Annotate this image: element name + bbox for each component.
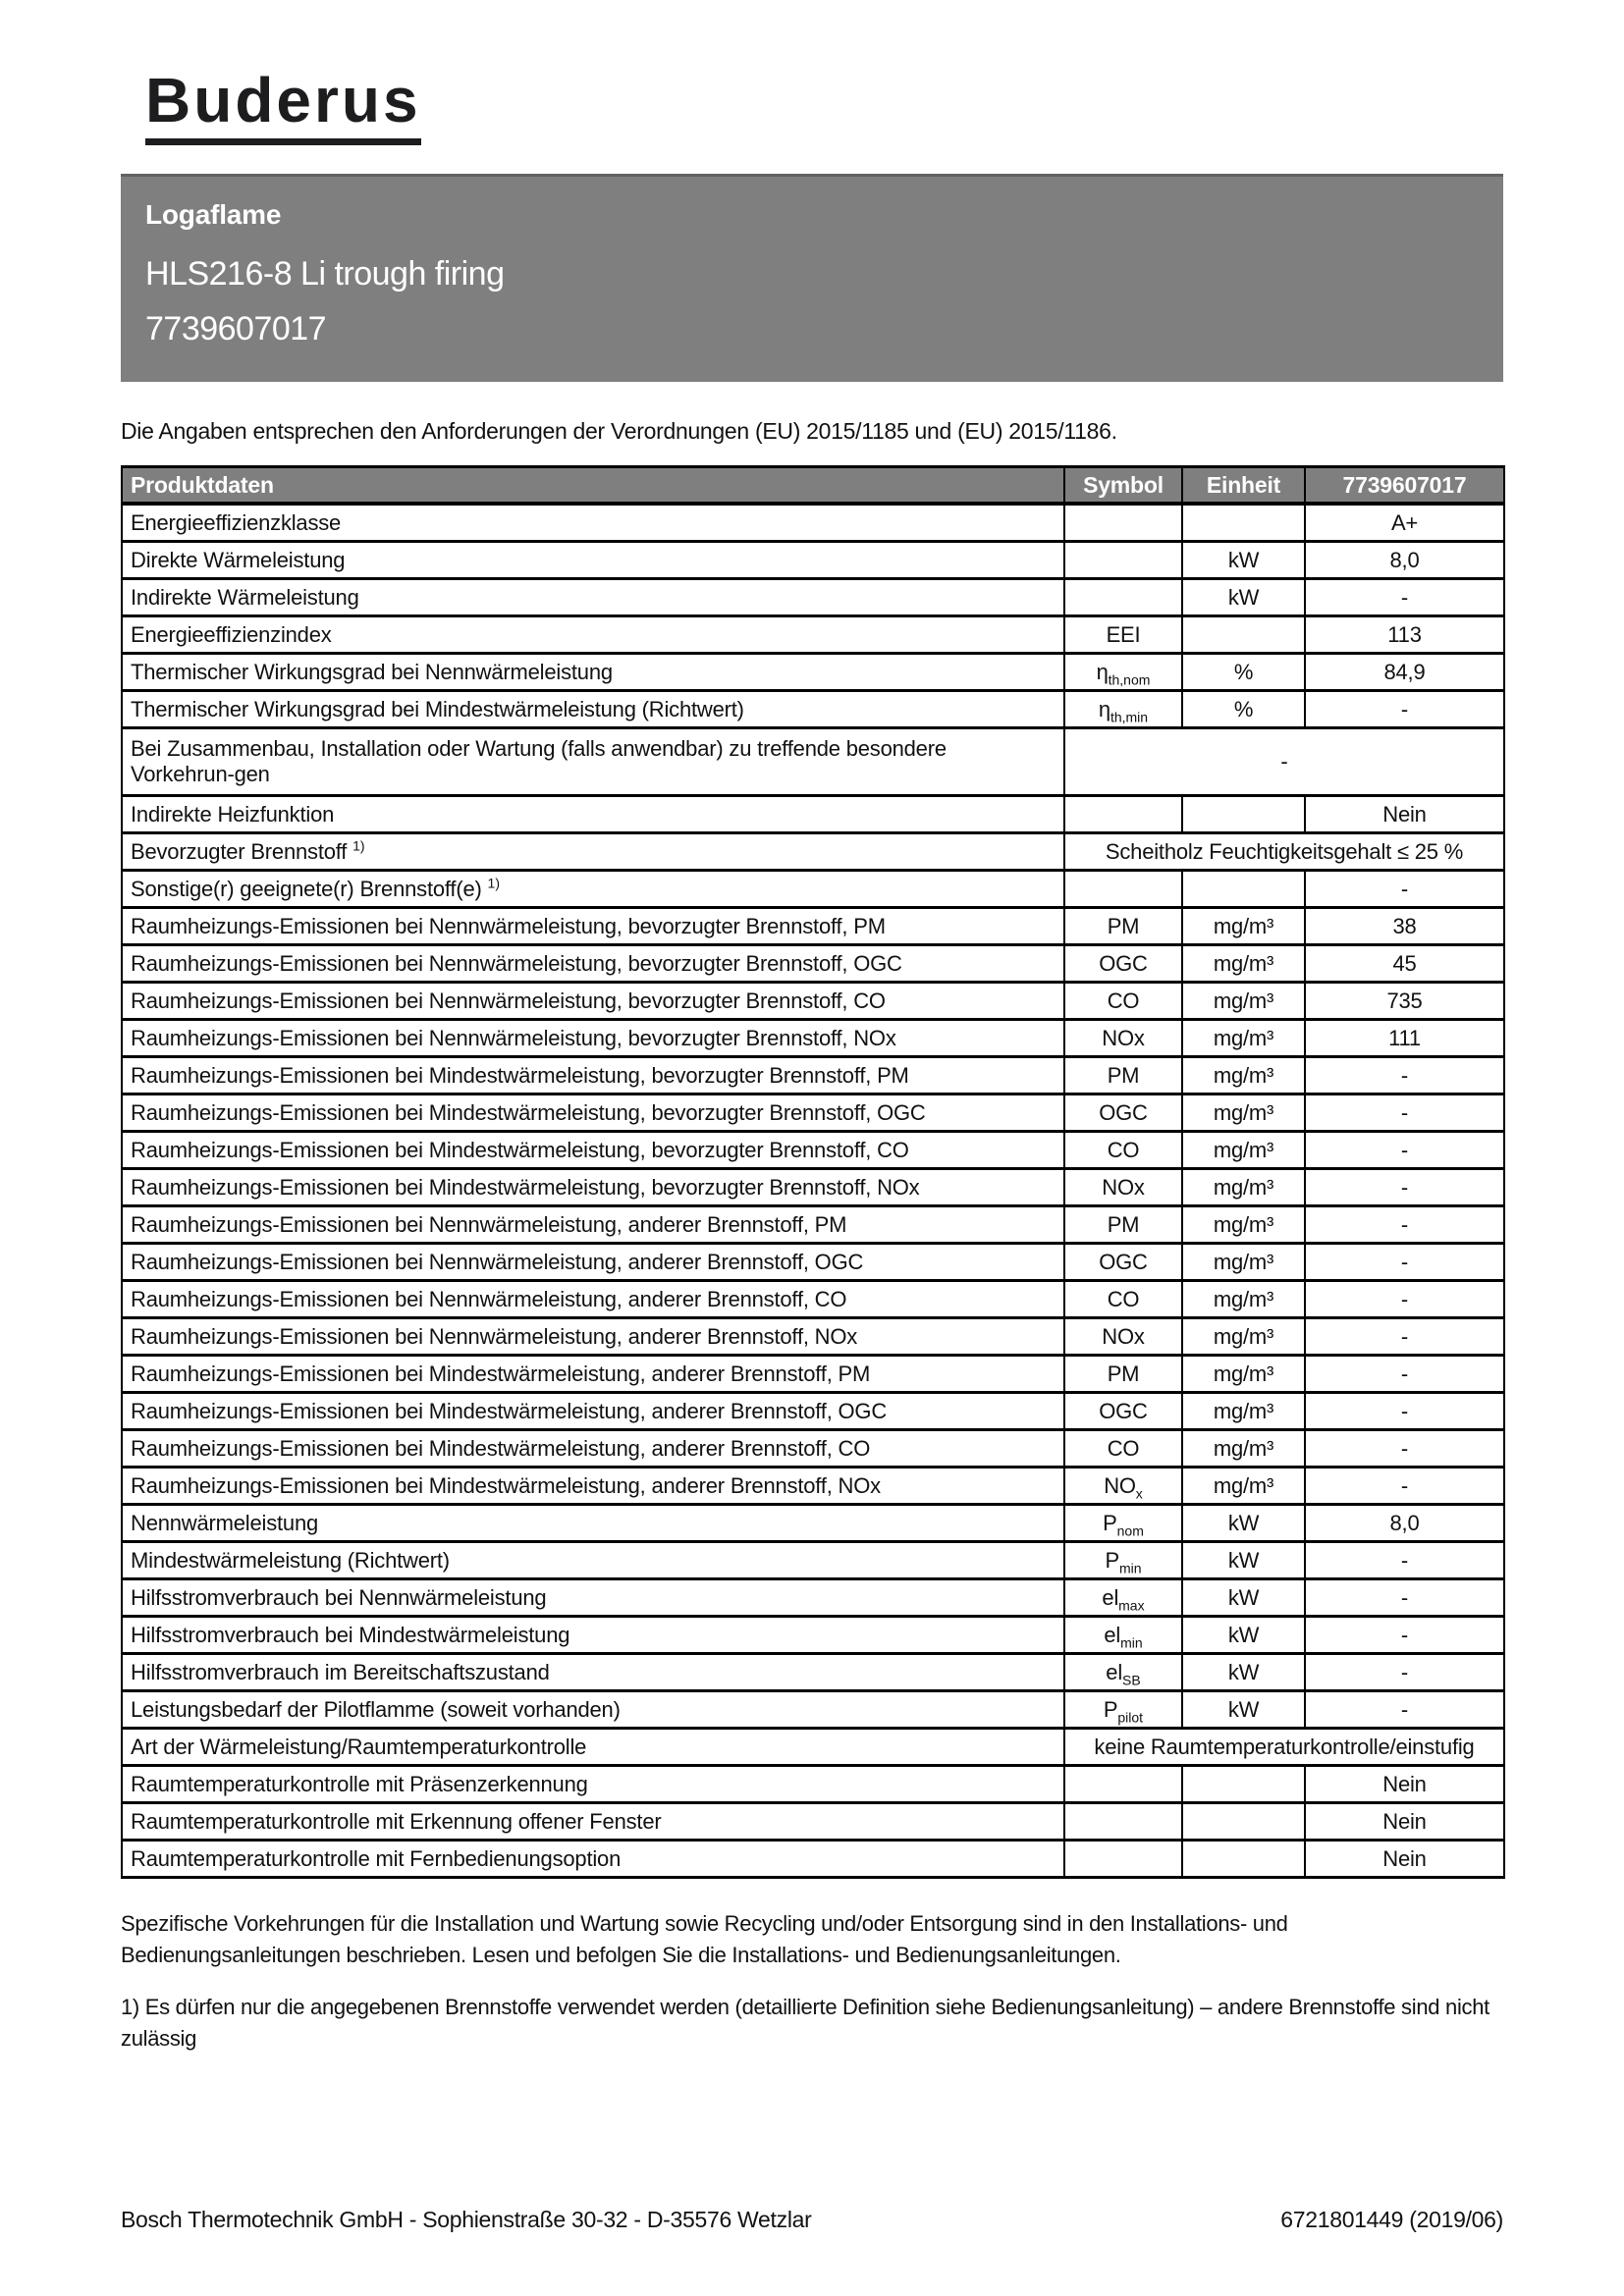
value-cell: Nein (1305, 1841, 1504, 1878)
table-row (122, 1841, 1504, 1878)
regulation-intro-text: Die Angaben entsprechen den Anforderungen der Verordnungen (EU) 2015/1185 und (EU) 2015/1186. (121, 418, 1117, 444)
unit-cell: mg/m³ (1182, 983, 1305, 1020)
product-label-cell: Art der Wärmeleistung/Raumtemperaturkontrolle (122, 1729, 1064, 1766)
unit-cell: kW (1182, 1542, 1305, 1579)
unit-cell (1182, 1766, 1305, 1803)
table-row (122, 1057, 1504, 1095)
table-row (122, 1206, 1504, 1244)
symbol-cell (1064, 1766, 1182, 1803)
product-label-cell: Raumheizungs-Emissionen bei Mindestwärmeleistung, anderer Brennstoff, NOx (122, 1468, 1064, 1505)
unit-cell: kW (1182, 1617, 1305, 1654)
merged-value-cell: keine Raumtemperaturkontrolle/einstufig (1064, 1729, 1504, 1766)
product-label-cell: Bevorzugter Brennstoff $^{1)}$ (122, 833, 1064, 871)
table-row (122, 1803, 1504, 1841)
table-row (122, 616, 1504, 654)
value-cell: - (1305, 1393, 1504, 1430)
value-cell: 8,0 (1305, 542, 1504, 579)
table-row (122, 796, 1504, 833)
unit-cell (1182, 796, 1305, 833)
symbol-cell: $el_{max}$ (1064, 1579, 1182, 1617)
footnote-marker: 1) (352, 837, 365, 854)
product-label-cell: Raumtemperaturkontrolle mit Präsenzerkennung (122, 1766, 1064, 1803)
unit-cell: mg/m³ (1182, 1057, 1305, 1095)
symbol-cell: PM (1064, 1206, 1182, 1244)
value-cell: - (1305, 1132, 1504, 1169)
product-article-number: 7739607017 (145, 310, 327, 347)
maintenance-note-text: Spezifische Vorkehrungen für die Installation und Wartung sowie Recycling und/oder Entsorgung sind in den Installations- und Bedienungsanleitungen beschrieben. Lesen und befolgen Sie die Installations- und Bedienungsanleitungen. (121, 1911, 1288, 1967)
unit-cell: mg/m³ (1182, 945, 1305, 983)
product-label-cell: Raumheizungs-Emissionen bei Mindestwärmeleistung, bevorzugter Brennstoff, NOx (122, 1169, 1064, 1206)
product-label-cell: Raumheizungs-Emissionen bei Mindestwärmeleistung, anderer Brennstoff, PM (122, 1356, 1064, 1393)
symbol-cell: CO (1064, 1132, 1182, 1169)
product-label-cell: Energieeffizienzklasse (122, 504, 1064, 542)
unit-cell: kW (1182, 1505, 1305, 1542)
symbol-cell: $P_{min}$ (1064, 1542, 1182, 1579)
symbol-cell (1064, 796, 1182, 833)
column-header-symbol: Symbol (1064, 467, 1182, 505)
table-row (122, 1356, 1504, 1393)
symbol-cell: $\eta_{th,nom}$ (1064, 654, 1182, 691)
value-cell: - (1305, 1206, 1504, 1244)
symbol-cell: $P_{pilot}$ (1064, 1691, 1182, 1729)
product-label-cell: Raumtemperaturkontrolle mit Erkennung offener Fenster (122, 1803, 1064, 1841)
product-label-cell: Hilfsstromverbrauch im Bereitschaftszustand (122, 1654, 1064, 1691)
value-cell: - (1305, 1691, 1504, 1729)
unit-cell: kW (1182, 1654, 1305, 1691)
table-row (122, 1766, 1504, 1803)
value-cell: 38 (1305, 908, 1504, 945)
symbol-cell: EEI (1064, 616, 1182, 654)
product-label-cell: Raumheizungs-Emissionen bei Nennwärmeleistung, anderer Brennstoff, PM (122, 1206, 1064, 1244)
unit-cell: kW (1182, 1579, 1305, 1617)
unit-cell (1182, 1803, 1305, 1841)
product-label-cell: Hilfsstromverbrauch bei Mindestwärmeleistung (122, 1617, 1064, 1654)
value-cell: - (1305, 1356, 1504, 1393)
table-row (122, 1505, 1504, 1542)
column-header-article-number: 7739607017 (1305, 467, 1504, 505)
unit-cell: mg/m³ (1182, 1132, 1305, 1169)
table-row (122, 542, 1504, 579)
table-body (122, 504, 1504, 1878)
product-model-name: HLS216-8 Li trough firing (145, 255, 505, 293)
table-row (122, 1169, 1504, 1206)
value-cell: - (1305, 1057, 1504, 1095)
value-cell: - (1305, 1579, 1504, 1617)
value-cell: 8,0 (1305, 1505, 1504, 1542)
product-label-cell: Thermischer Wirkungsgrad bei Nennwärmeleistung (122, 654, 1064, 691)
table-row (122, 1393, 1504, 1430)
product-label-cell: Raumheizungs-Emissionen bei Nennwärmeleistung, bevorzugter Brennstoff, OGC (122, 945, 1064, 983)
product-label-cell: Raumheizungs-Emissionen bei Nennwärmeleistung, bevorzugter Brennstoff, PM (122, 908, 1064, 945)
unit-cell: mg/m³ (1182, 1393, 1305, 1430)
column-header-einheit: Einheit (1182, 467, 1305, 505)
value-cell: A+ (1305, 504, 1504, 542)
product-label-cell: Sonstige(r) geeignete(r) Brennstoff(e) $^{1)}$ (122, 871, 1064, 908)
product-label-cell: Raumheizungs-Emissionen bei Nennwärmeleistung, anderer Brennstoff, OGC (122, 1244, 1064, 1281)
symbol-cell: OGC (1064, 945, 1182, 983)
value-cell: - (1305, 871, 1504, 908)
unit-cell: mg/m³ (1182, 1206, 1305, 1244)
product-label-cell: Raumheizungs-Emissionen bei Nennwärmeleistung, anderer Brennstoff, NOx (122, 1318, 1064, 1356)
symbol-cell: PM (1064, 908, 1182, 945)
unit-cell (1182, 1841, 1305, 1878)
symbol-cell: OGC (1064, 1244, 1182, 1281)
table-row (122, 1318, 1504, 1356)
table-row (122, 1729, 1504, 1766)
buderus-logo (145, 65, 421, 145)
table-row (122, 1095, 1504, 1132)
value-cell: - (1305, 1318, 1504, 1356)
unit-cell (1182, 504, 1305, 542)
symbol-cell (1064, 871, 1182, 908)
unit-cell: kW (1182, 1691, 1305, 1729)
table-row (122, 1020, 1504, 1057)
unit-cell: mg/m³ (1182, 1468, 1305, 1505)
symbol-cell (1064, 542, 1182, 579)
symbol-cell (1064, 1841, 1182, 1878)
symbol-cell: NOx (1064, 1318, 1182, 1356)
table-row (122, 1244, 1504, 1281)
buderus-logo-text: Buderus (145, 65, 421, 135)
symbol-cell: $el_{min}$ (1064, 1617, 1182, 1654)
product-label-cell: Raumtemperaturkontrolle mit Fernbedienungsoption (122, 1841, 1064, 1878)
table-row (122, 908, 1504, 945)
value-cell: - (1305, 1430, 1504, 1468)
unit-cell: mg/m³ (1182, 1356, 1305, 1393)
unit-cell: kW (1182, 579, 1305, 616)
product-label-cell: Raumheizungs-Emissionen bei Mindestwärmeleistung, bevorzugter Brennstoff, PM (122, 1057, 1064, 1095)
value-cell: - (1305, 1542, 1504, 1579)
table-row (122, 579, 1504, 616)
product-label-cell: Raumheizungs-Emissionen bei Mindestwärmeleistung, bevorzugter Brennstoff, OGC (122, 1095, 1064, 1132)
symbol-cell (1064, 579, 1182, 616)
value-cell: - (1305, 579, 1504, 616)
table-row (122, 654, 1504, 691)
table-row (122, 1579, 1504, 1617)
symbol-cell: NOx (1064, 1020, 1182, 1057)
unit-cell: mg/m³ (1182, 1020, 1305, 1057)
table-row (122, 1132, 1504, 1169)
value-cell: - (1305, 691, 1504, 728)
symbol-cell: $\eta_{th,min}$ (1064, 691, 1182, 728)
value-cell: - (1305, 1468, 1504, 1505)
product-label-cell: Raumheizungs-Emissionen bei Nennwärmeleistung, anderer Brennstoff, CO (122, 1281, 1064, 1318)
symbol-cell (1064, 504, 1182, 542)
symbol-cell: OGC (1064, 1095, 1182, 1132)
symbol-cell: $NO_x$ (1064, 1468, 1182, 1505)
table-row (122, 1281, 1504, 1318)
unit-cell (1182, 616, 1305, 654)
unit-cell: mg/m³ (1182, 1095, 1305, 1132)
unit-cell: kW (1182, 542, 1305, 579)
value-cell: 735 (1305, 983, 1504, 1020)
fuel-footnote-text: 1) Es dürfen nur die angegebenen Brennstoffe verwendet werden (detaillierte Definition siehe Bedienungsanleitung) – andere Brennstoffe sind nicht zulässig (121, 1994, 1489, 2051)
merged-value-cell: Scheitholz Feuchtigkeitsgehalt ≤ 25 % (1064, 833, 1504, 871)
product-label-cell: Hilfsstromverbrauch bei Nennwärmeleistung (122, 1579, 1064, 1617)
table-row (122, 1617, 1504, 1654)
unit-cell: mg/m³ (1182, 1281, 1305, 1318)
symbol-cell: NOx (1064, 1169, 1182, 1206)
page-footer (121, 2207, 1503, 2233)
table-row (122, 504, 1504, 542)
value-cell: 111 (1305, 1020, 1504, 1057)
symbol-cell: PM (1064, 1057, 1182, 1095)
value-cell: - (1305, 1281, 1504, 1318)
value-cell: Nein (1305, 796, 1504, 833)
product-data-table (121, 465, 1505, 1879)
product-label-cell: Raumheizungs-Emissionen bei Nennwärmeleistung, bevorzugter Brennstoff, CO (122, 983, 1064, 1020)
unit-cell: mg/m³ (1182, 1318, 1305, 1356)
column-header-produktdaten: Produktdaten (122, 467, 1064, 505)
product-label-cell: Direkte Wärmeleistung (122, 542, 1064, 579)
table-row (122, 728, 1504, 796)
table-row (122, 691, 1504, 728)
unit-cell: mg/m³ (1182, 1244, 1305, 1281)
product-label-cell: Raumheizungs-Emissionen bei Mindestwärmeleistung, anderer Brennstoff, CO (122, 1430, 1064, 1468)
symbol-cell: PM (1064, 1356, 1182, 1393)
product-label-cell: Raumheizungs-Emissionen bei Mindestwärmeleistung, anderer Brennstoff, OGC (122, 1393, 1064, 1430)
symbol-cell: CO (1064, 1430, 1182, 1468)
symbol-cell: CO (1064, 983, 1182, 1020)
table-row (122, 983, 1504, 1020)
symbol-cell: OGC (1064, 1393, 1182, 1430)
product-label-cell: Mindestwärmeleistung (Richtwert) (122, 1542, 1064, 1579)
footer-company-address: Bosch Thermotechnik GmbH - Sophienstraße 30-32 - D-35576 Wetzlar (121, 2207, 812, 2232)
value-cell: - (1305, 1169, 1504, 1206)
table-row (122, 1542, 1504, 1579)
value-cell: - (1305, 1654, 1504, 1691)
footnote-marker: 1) (487, 875, 500, 891)
value-cell: Nein (1305, 1766, 1504, 1803)
table-row (122, 833, 1504, 871)
symbol-cell: CO (1064, 1281, 1182, 1318)
product-label-cell: Indirekte Wärmeleistung (122, 579, 1064, 616)
table-row (122, 871, 1504, 908)
product-label-cell: Energieeffizienzindex (122, 616, 1064, 654)
product-series-title: Logaflame (145, 199, 282, 230)
product-header-panel (121, 174, 1503, 382)
unit-cell: mg/m³ (1182, 1430, 1305, 1468)
table-row (122, 1430, 1504, 1468)
value-cell: - (1305, 1095, 1504, 1132)
product-label-cell: Thermischer Wirkungsgrad bei Mindestwärmeleistung (Richtwert) (122, 691, 1064, 728)
value-cell: - (1305, 1244, 1504, 1281)
table-row (122, 1654, 1504, 1691)
unit-cell: mg/m³ (1182, 1169, 1305, 1206)
table-row (122, 945, 1504, 983)
value-cell: 113 (1305, 616, 1504, 654)
value-cell: Nein (1305, 1803, 1504, 1841)
table-row (122, 1468, 1504, 1505)
unit-cell: % (1182, 691, 1305, 728)
product-label-cell: Raumheizungs-Emissionen bei Mindestwärmeleistung, bevorzugter Brennstoff, CO (122, 1132, 1064, 1169)
symbol-cell: $P_{nom}$ (1064, 1505, 1182, 1542)
value-cell: 84,9 (1305, 654, 1504, 691)
product-label-cell: Indirekte Heizfunktion (122, 796, 1064, 833)
table-header-row (122, 467, 1504, 505)
value-cell: 45 (1305, 945, 1504, 983)
merged-value-cell: - (1064, 728, 1504, 796)
symbol-cell (1064, 1803, 1182, 1841)
unit-cell (1182, 871, 1305, 908)
value-cell: - (1305, 1617, 1504, 1654)
product-label-cell: Leistungsbedarf der Pilotflamme (soweit vorhanden) (122, 1691, 1064, 1729)
product-label-cell: Bei Zusammenbau, Installation oder Wartung (falls anwendbar) zu treffende besondere Vorkehrun-gen (122, 728, 1064, 796)
unit-cell: % (1182, 654, 1305, 691)
footer-document-number: 6721801449 (2019/06) (1280, 2207, 1503, 2232)
symbol-cell: $el_{SB}$ (1064, 1654, 1182, 1691)
table-row (122, 1691, 1504, 1729)
unit-cell: mg/m³ (1182, 908, 1305, 945)
product-label-cell: Nennwärmeleistung (122, 1505, 1064, 1542)
product-label-cell: Raumheizungs-Emissionen bei Nennwärmeleistung, bevorzugter Brennstoff, NOx (122, 1020, 1064, 1057)
